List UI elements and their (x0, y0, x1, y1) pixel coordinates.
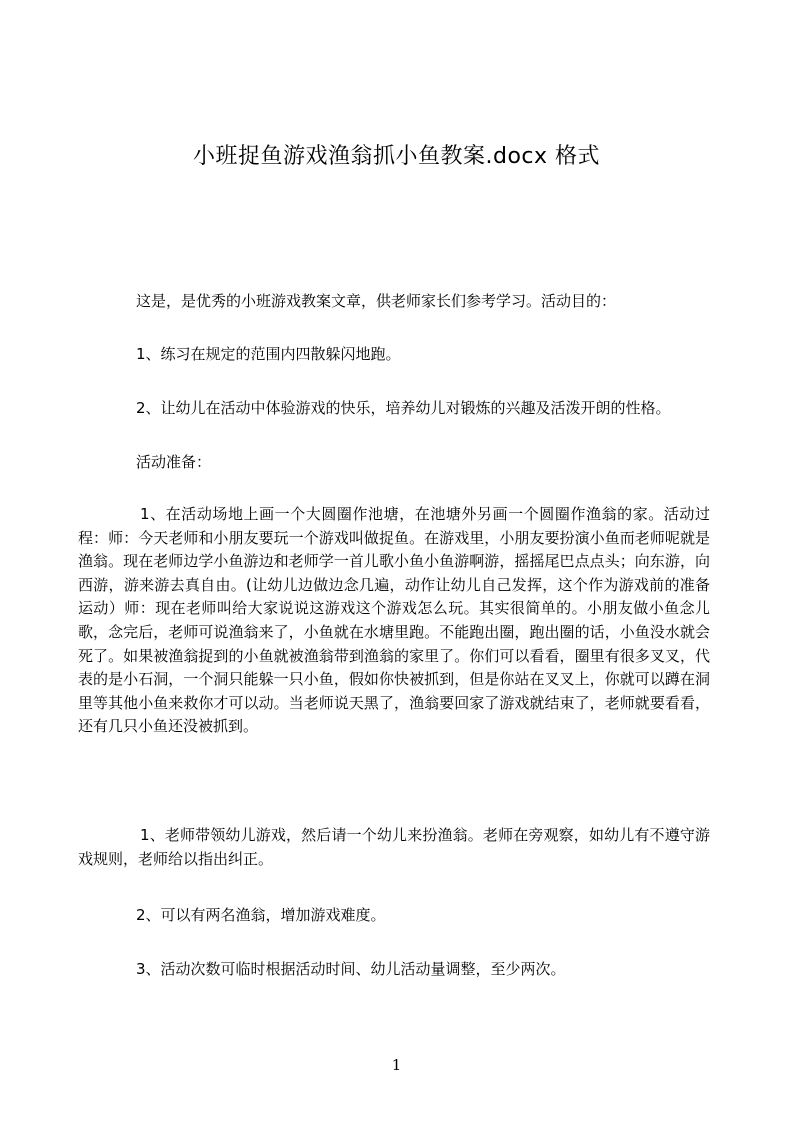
rule-1-paragraph: 1、老师带领幼儿游戏，然后请一个幼儿来扮渔翁。老师在旁观察，如幼儿有不遵守游戏规则，老师给以指出纠正。 (78, 826, 710, 868)
document-title: 小班捉鱼游戏渔翁抓小鱼教案.docx 格式 (192, 144, 601, 169)
goal-2-paragraph: 2、让幼儿在活动中体验游戏的快乐，培养幼儿对锻炼的兴趣及活泼开朗的性格。 (136, 399, 671, 417)
rule-2-paragraph: 2、可以有两名渔翁，增加游戏难度。 (136, 906, 386, 924)
process-paragraph: 1、在活动场地上画一个大圆圈作池塘，在池塘外另画一个圆圈作渔翁的家。活动过程：师：今天老师和小朋友要玩一个游戏叫做捉鱼。在游戏里，小朋友要扮演小鱼而老师呢就是渔翁。现在老师边学小鱼游边和老师学一首儿歌小鱼小鱼游啊游，摇摇尾巴点点头；向东游，向西游，游来游去真自由。(让幼儿边做边念几遍，动作让幼儿自己发挥，这个作为游戏前的准备运动）师：现在老师叫给大家说说这游戏这个游戏怎么玩。其实很简单的。小朋友做小鱼念儿歌，念完后，老师可说渔翁来了，小鱼就在水塘里跑。不能跑出圈，跑出圈的话，小鱼没水就会死了。如果被渔翁捉到的小鱼就被渔翁带到渔翁的家里了。你们可以看看，圈里有很多叉叉，代表的是小石洞，一个洞只能躲一只小鱼，假如你快被抓到，但是你站在叉叉上，你就可以蹲在洞里等其他小鱼来救你才可以动。当老师说天黑了，渔翁要回家了游戏就结束了，老师就要看看，还有几只小鱼还没被抓到。 (78, 505, 710, 736)
intro-paragraph: 这是，是优秀的小班游戏教案文章，供老师家长们参考学习。活动目的： (136, 292, 617, 310)
page-number: 1 (391, 1056, 402, 1074)
goal-1-paragraph: 1、练习在规定的范围内四散躲闪地跑。 (136, 345, 401, 363)
prep-heading: 活动准备： (136, 453, 212, 471)
rule-3-paragraph: 3、活动次数可临时根据活动时间、幼儿活动量调整，至少两次。 (136, 960, 566, 978)
